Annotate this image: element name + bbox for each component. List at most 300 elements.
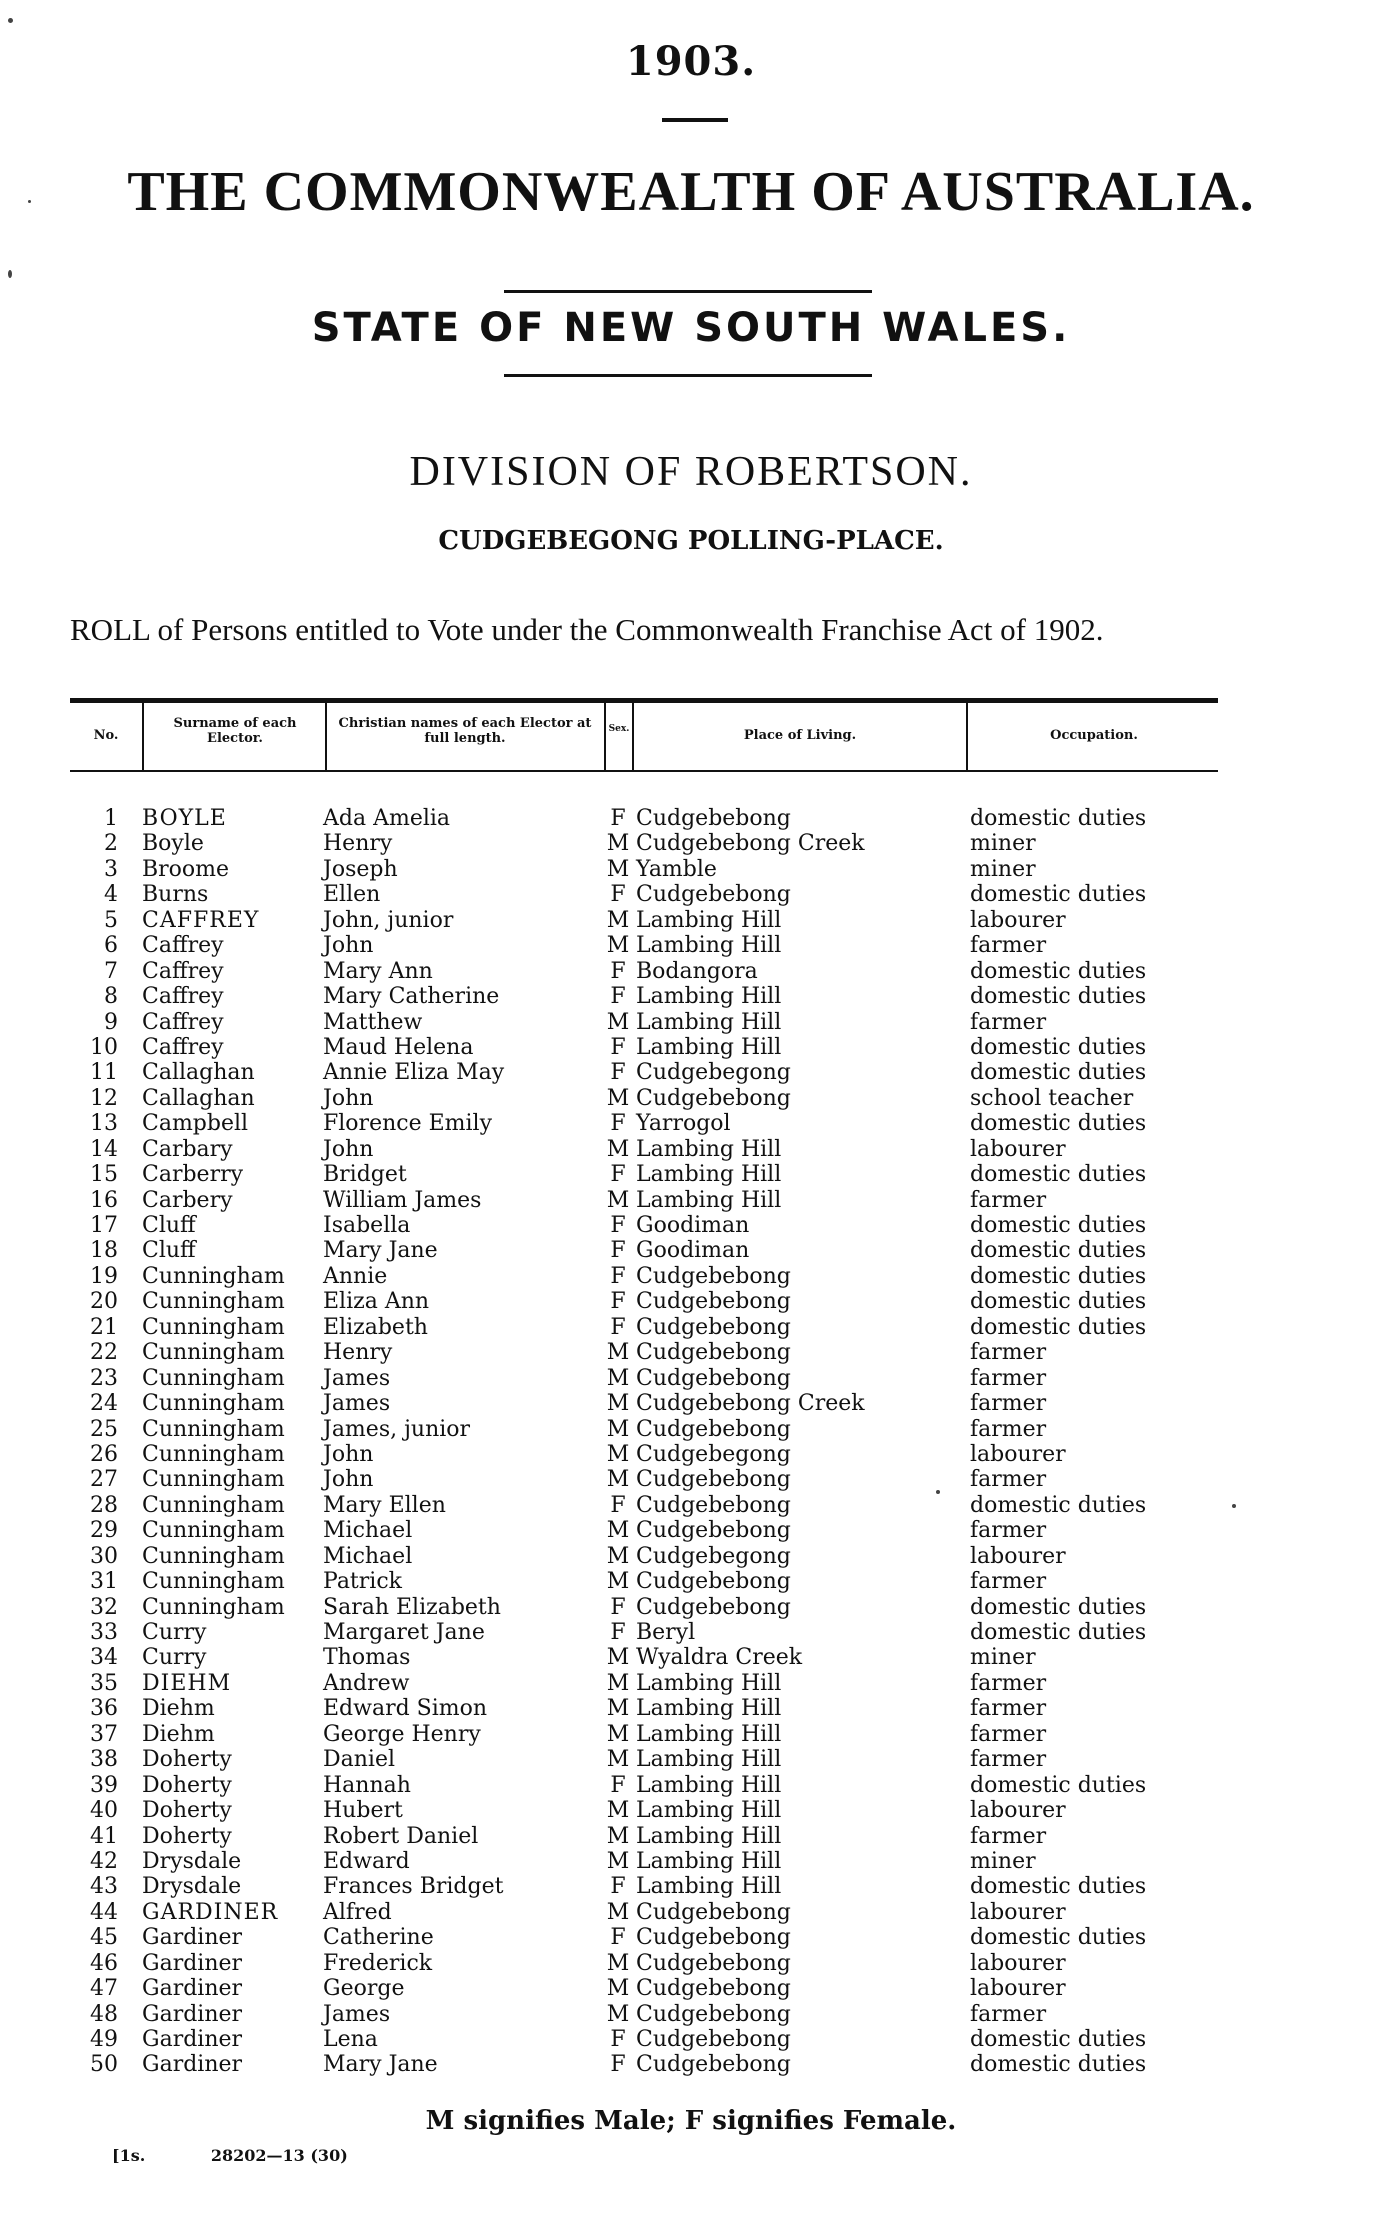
elector-surname: Caffrey [142,984,224,1010]
elector-surname: Burns [142,882,209,908]
elector-place: Cudgebebong [636,1289,791,1315]
elector-occupation: domestic duties [970,1874,1147,1900]
elector-number: 18 [90,1238,118,1264]
elector-surname: Cunningham [142,1467,285,1493]
elector-sex: M [606,1009,630,1035]
table-row [0,1696,1382,1721]
table-row [0,2052,1382,2077]
elector-sex: M [606,907,630,933]
elector-sex: F [610,2052,626,2078]
elector-place: Goodiman [636,1213,750,1238]
elector-sex: M [606,1467,630,1493]
elector-place: Yarrogol [636,1111,731,1137]
table-row [0,1951,1382,1976]
table-row [0,1188,1382,1213]
elector-place: Cudgebebong [636,1518,791,1544]
elector-number: 31 [90,1569,118,1595]
scan-speck [1232,1504,1236,1508]
elector-number: 23 [90,1365,118,1391]
elector-occupation: labourer [970,907,1066,933]
elector-sex: M [606,1518,630,1544]
table-row [0,1264,1382,1289]
elector-occupation: miner [970,831,1036,857]
elector-christian-names: Margaret Jane [323,1620,485,1645]
elector-place: Cudgebebong [636,1365,791,1391]
elector-occupation: domestic duties [970,1263,1147,1289]
elector-sex: F [610,1213,626,1238]
elector-occupation: miner [970,1848,1036,1874]
elector-place: Yamble [636,856,717,882]
elector-occupation: farmer [970,1823,1047,1849]
elector-occupation: domestic duties [970,958,1147,984]
elector-sex: M [606,1696,630,1722]
column-divider [632,703,634,770]
elector-surname: Gardiner [142,2027,243,2052]
elector-number: 37 [90,1721,118,1747]
column-divider [966,703,968,770]
elector-number: 9 [104,1009,118,1035]
elector-number: 5 [104,907,118,933]
elector-place: Cudgebebong [636,806,791,831]
elector-occupation: labourer [970,1136,1066,1162]
table-row [0,1340,1382,1365]
elector-place: Lambing Hill [636,1187,782,1213]
elector-surname: Cunningham [142,1492,285,1518]
elector-surname: Carberry [142,1162,244,1188]
table-row [0,1798,1382,1823]
column-divider [325,703,327,770]
elector-occupation: labourer [970,1976,1066,2002]
elector-surname: Caffrey [142,1009,224,1035]
table-header-rule [70,770,1218,772]
elector-christian-names: Patrick [323,1569,402,1595]
table-row [0,1824,1382,1849]
elector-occupation: farmer [970,933,1047,959]
elector-surname: Cunningham [142,1391,285,1417]
elector-place: Cudgebebong [636,1314,791,1340]
elector-occupation: domestic duties [970,1289,1147,1315]
elector-surname: Cunningham [142,1289,285,1315]
elector-number: 11 [90,1060,118,1086]
table-row [0,1493,1382,1518]
elector-sex: F [610,1162,626,1188]
elector-surname: Drysdale [142,1848,242,1874]
table-row [0,1366,1382,1391]
elector-place: Lambing Hill [636,1696,782,1722]
elector-place: Cudgebebong [636,1340,791,1366]
elector-christian-names: John [323,1085,374,1111]
elector-place: Lambing Hill [636,1874,782,1900]
elector-place: Cudgebebong [636,2027,791,2052]
table-row [0,1238,1382,1263]
country-title: THE COMMONWEALTH OF AUSTRALIA. [127,161,1255,223]
table-row [0,1315,1382,1340]
elector-christian-names: Robert Daniel [323,1823,479,1849]
elector-surname: Callaghan [142,1085,255,1111]
table-row [0,806,1382,831]
divider-state-top [504,290,872,293]
elector-surname: Diehm [142,1696,215,1722]
elector-place: Cudgebebong [636,1899,791,1925]
elector-christian-names: John, junior [323,907,454,933]
elector-sex: F [610,1874,626,1900]
elector-sex: M [606,1416,630,1442]
elector-surname: Broome [142,856,230,882]
elector-occupation: domestic duties [970,1213,1147,1238]
elector-place: Cudgebebong [636,1925,791,1951]
elector-number: 29 [90,1518,118,1544]
elector-surname: Cluff [142,1238,196,1264]
elector-number: 10 [90,1034,118,1060]
elector-christian-names: Mary Ellen [323,1492,446,1518]
elector-place: Lambing Hill [636,1034,782,1060]
elector-christian-names: Frederick [323,1950,433,1976]
elector-surname: Gardiner [142,2052,243,2078]
table-row [0,1010,1382,1035]
elector-place: Lambing Hill [636,1721,782,1747]
elector-surname: Gardiner [142,1976,243,2002]
elector-christian-names: Michael [323,1543,413,1569]
elector-number: 8 [104,984,118,1010]
elector-christian-names: Ada Amelia [323,806,451,831]
elector-christian-names: Annie [323,1263,388,1289]
elector-christian-names: Joseph [323,856,398,882]
sex-legend: M signifies Male; F signifies Female. [425,2106,957,2136]
elector-sex: M [606,1670,630,1696]
elector-christian-names: Sarah Elizabeth [323,1594,501,1620]
elector-place: Lambing Hill [636,1798,782,1824]
elector-sex: F [610,1289,626,1315]
scan-speck [8,18,13,23]
elector-surname: Cunningham [142,1365,285,1391]
elector-number: 47 [90,1976,118,2002]
elector-christian-names: John [323,1136,374,1162]
elector-sex: M [606,1848,630,1874]
elector-sex: M [606,1950,630,1976]
elector-number: 13 [90,1111,118,1137]
elector-occupation: domestic duties [970,1594,1147,1620]
roll-title: ROLL of Persons entitled to Vote under the Commonwealth Franchise Act of 1902. [70,612,1104,647]
elector-place: Cudgebebong [636,2052,791,2078]
elector-occupation: farmer [970,1340,1047,1366]
elector-christian-names: Hubert [323,1798,403,1824]
elector-christian-names: Alfred [323,1899,392,1925]
elector-occupation: domestic duties [970,1060,1147,1086]
elector-sex: F [610,1060,626,1086]
elector-christian-names: Mary Ann [323,958,433,984]
elector-christian-names: Maud Helena [323,1034,474,1060]
table-row [0,1060,1382,1085]
elector-surname: Campbell [142,1111,249,1137]
elector-occupation: farmer [970,1670,1047,1696]
elector-christian-names: Michael [323,1518,413,1544]
elector-occupation: farmer [970,1518,1047,1544]
table-row [0,908,1382,933]
elector-sex: F [610,1925,626,1951]
elector-occupation: farmer [970,1391,1047,1417]
table-row [0,1162,1382,1187]
elector-occupation: domestic duties [970,1925,1147,1951]
elector-surname: Doherty [142,1747,232,1773]
printer-code: 28202—13 (30) [210,2146,348,2165]
elector-place: Lambing Hill [636,1823,782,1849]
table-row [0,1213,1382,1238]
elector-occupation: domestic duties [970,1034,1147,1060]
state-title: STATE OF NEW SOUTH WALES. [311,305,1071,351]
elector-number: 28 [90,1492,118,1518]
elector-christian-names: George Henry [323,1721,481,1747]
elector-surname: Cunningham [142,1416,285,1442]
elector-sex: M [606,1721,630,1747]
elector-sex: M [606,1569,630,1595]
elector-surname: Caffrey [142,933,224,959]
elector-occupation: farmer [970,1721,1047,1747]
elector-christian-names: Eliza Ann [323,1289,430,1315]
elector-christian-names: James [323,1391,391,1417]
elector-christian-names: Annie Eliza May [323,1060,505,1086]
elector-christian-names: Mary Catherine [323,984,500,1010]
printer-mark [112,2146,348,2165]
elector-number: 41 [90,1823,118,1849]
elector-occupation: labourer [970,1543,1066,1569]
elector-christian-names: Edward [323,1848,410,1874]
elector-number: 24 [90,1391,118,1417]
elector-sex: M [606,1136,630,1162]
elector-occupation: domestic duties [970,1772,1147,1798]
elector-surname: GARDINER [142,1899,279,1925]
elector-number: 25 [90,1416,118,1442]
elector-place: Lambing Hill [636,1009,782,1035]
scan-speck [936,1490,940,1494]
elector-number: 17 [90,1213,118,1238]
table-top-rule [70,698,1218,703]
elector-christian-names: James, junior [323,1416,471,1442]
elector-sex: F [610,882,626,908]
elector-occupation: farmer [970,1696,1047,1722]
elector-number: 30 [90,1543,118,1569]
elector-surname: Cunningham [142,1518,285,1544]
elector-sex: M [606,1823,630,1849]
elector-sex: F [610,958,626,984]
elector-number: 4 [104,882,118,908]
table-row [0,1518,1382,1543]
elector-sex: M [606,1798,630,1824]
elector-number: 46 [90,1950,118,1976]
elector-place: Lambing Hill [636,1670,782,1696]
elector-place: Cudgebebong [636,1085,791,1111]
table-row [0,882,1382,907]
table-row [0,959,1382,984]
elector-sex: F [610,1594,626,1620]
elector-christian-names: Catherine [323,1925,434,1951]
elector-sex: M [606,1543,630,1569]
divider-state-bottom [504,374,872,377]
elector-sex: M [606,1441,630,1467]
elector-place: Cudgebegong [636,1060,791,1086]
table-row [0,1747,1382,1772]
table-row [0,1925,1382,1950]
table-row [0,1849,1382,1874]
elector-place: Cudgebegong [636,1441,791,1467]
elector-number: 34 [90,1645,118,1671]
table-row [0,1722,1382,1747]
table-row [0,1137,1382,1162]
elector-sex: M [606,1340,630,1366]
elector-christian-names: Henry [323,831,393,857]
elector-occupation: domestic duties [970,2027,1147,2052]
elector-christian-names: Frances Bridget [323,1874,504,1900]
elector-number: 22 [90,1340,118,1366]
elector-surname: Cunningham [142,1543,285,1569]
elector-number: 43 [90,1874,118,1900]
table-row [0,1391,1382,1416]
elector-surname: Doherty [142,1772,232,1798]
elector-occupation: school teacher [970,1085,1134,1111]
elector-surname: BOYLE [142,806,227,831]
elector-place: Lambing Hill [636,1162,782,1188]
elector-sex: F [610,1492,626,1518]
table-row [0,2002,1382,2027]
elector-surname: Boyle [142,831,204,857]
divider-short [662,118,728,122]
table-row [0,1671,1382,1696]
elector-place: Cudgebebong [636,1950,791,1976]
elector-occupation: domestic duties [970,1492,1147,1518]
elector-christian-names: James [323,2001,391,2027]
elector-occupation: miner [970,856,1036,882]
elector-sex: F [610,2027,626,2052]
elector-number: 3 [104,856,118,882]
elector-occupation: farmer [970,1569,1047,1595]
elector-number: 49 [90,2027,118,2052]
elector-number: 14 [90,1136,118,1162]
elector-place: Cudgebebong [636,1976,791,2002]
elector-sex: M [606,2001,630,2027]
elector-place: Cudgebebong [636,1594,791,1620]
elector-number: 1 [104,806,118,831]
printer-mark-prefix: [1s. [112,2146,146,2165]
elector-number: 45 [90,1925,118,1951]
elector-place: Goodiman [636,1238,750,1264]
elector-place: Lambing Hill [636,984,782,1010]
elector-place: Cudgebebong Creek [636,1391,865,1417]
elector-occupation: labourer [970,1899,1066,1925]
elector-occupation: farmer [970,1009,1047,1035]
elector-christian-names: Isabella [323,1213,411,1238]
elector-number: 44 [90,1899,118,1925]
scan-speck [28,200,31,203]
table-row [0,1544,1382,1569]
elector-christian-names: John [323,1467,374,1493]
elector-sex: F [610,1238,626,1264]
elector-christian-names: John [323,1441,374,1467]
elector-christian-names: Ellen [323,882,381,908]
elector-sex: F [610,1314,626,1340]
elector-sex: M [606,1976,630,2002]
elector-christian-names: James [323,1365,391,1391]
elector-surname: Drysdale [142,1874,242,1900]
year-heading: 1903. [625,38,757,85]
table-row [0,1442,1382,1467]
elector-occupation: farmer [970,1416,1047,1442]
elector-number: 48 [90,2001,118,2027]
elector-surname: Callaghan [142,1060,255,1086]
elector-surname: Doherty [142,1823,232,1849]
elector-christian-names: Lena [323,2027,378,2052]
elector-sex: F [610,1034,626,1060]
elector-number: 26 [90,1441,118,1467]
elector-sex: M [606,1391,630,1417]
elector-sex: F [610,984,626,1010]
table-row [0,1086,1382,1111]
elector-surname: Gardiner [142,2001,243,2027]
table-row [0,1976,1382,2001]
elector-number: 33 [90,1620,118,1645]
elector-number: 21 [90,1314,118,1340]
table-row [0,1111,1382,1136]
table-row [0,1467,1382,1492]
elector-number: 38 [90,1747,118,1773]
elector-christian-names: Mary Jane [323,2052,438,2078]
elector-occupation: farmer [970,2001,1047,2027]
elector-surname: Doherty [142,1798,232,1824]
elector-sex: F [610,1772,626,1798]
elector-occupation: farmer [970,1467,1047,1493]
elector-christian-names: Mary Jane [323,1238,438,1264]
elector-place: Cudgebebong Creek [636,831,865,857]
elector-number: 32 [90,1594,118,1620]
elector-sex: M [606,1085,630,1111]
elector-occupation: labourer [970,1950,1066,1976]
elector-surname: Cunningham [142,1594,285,1620]
table-row [0,1595,1382,1620]
elector-surname: Gardiner [142,1925,243,1951]
elector-place: Bodangora [636,958,758,984]
elector-surname: Gardiner [142,1950,243,1976]
elector-occupation: domestic duties [970,882,1147,908]
elector-sex: M [606,1747,630,1773]
elector-place: Cudgebebong [636,1467,791,1493]
elector-sex: M [606,1645,630,1671]
elector-surname: CAFFREY [142,907,260,933]
table-row [0,831,1382,856]
elector-number: 12 [90,1085,118,1111]
table-row [0,2027,1382,2052]
elector-number: 15 [90,1162,118,1188]
elector-sex: M [606,831,630,857]
elector-number: 39 [90,1772,118,1798]
elector-sex: M [606,856,630,882]
elector-occupation: farmer [970,1365,1047,1391]
table-row [0,857,1382,882]
elector-place: Lambing Hill [636,907,782,933]
elector-number: 42 [90,1848,118,1874]
elector-place: Wyaldra Creek [636,1645,803,1671]
elector-occupation: domestic duties [970,1111,1147,1137]
elector-surname: Cunningham [142,1340,285,1366]
elector-surname: Cunningham [142,1263,285,1289]
division-title: DIVISION OF ROBERTSON. [409,449,973,495]
elector-christian-names: Henry [323,1340,393,1366]
elector-surname: Curry [142,1620,207,1645]
table-row [0,1569,1382,1594]
electors-table [0,806,1382,2078]
elector-number: 19 [90,1263,118,1289]
elector-number: 50 [90,2052,118,2078]
table-row [0,1773,1382,1798]
elector-christian-names: Matthew [323,1009,423,1035]
elector-occupation: domestic duties [970,2052,1147,2078]
